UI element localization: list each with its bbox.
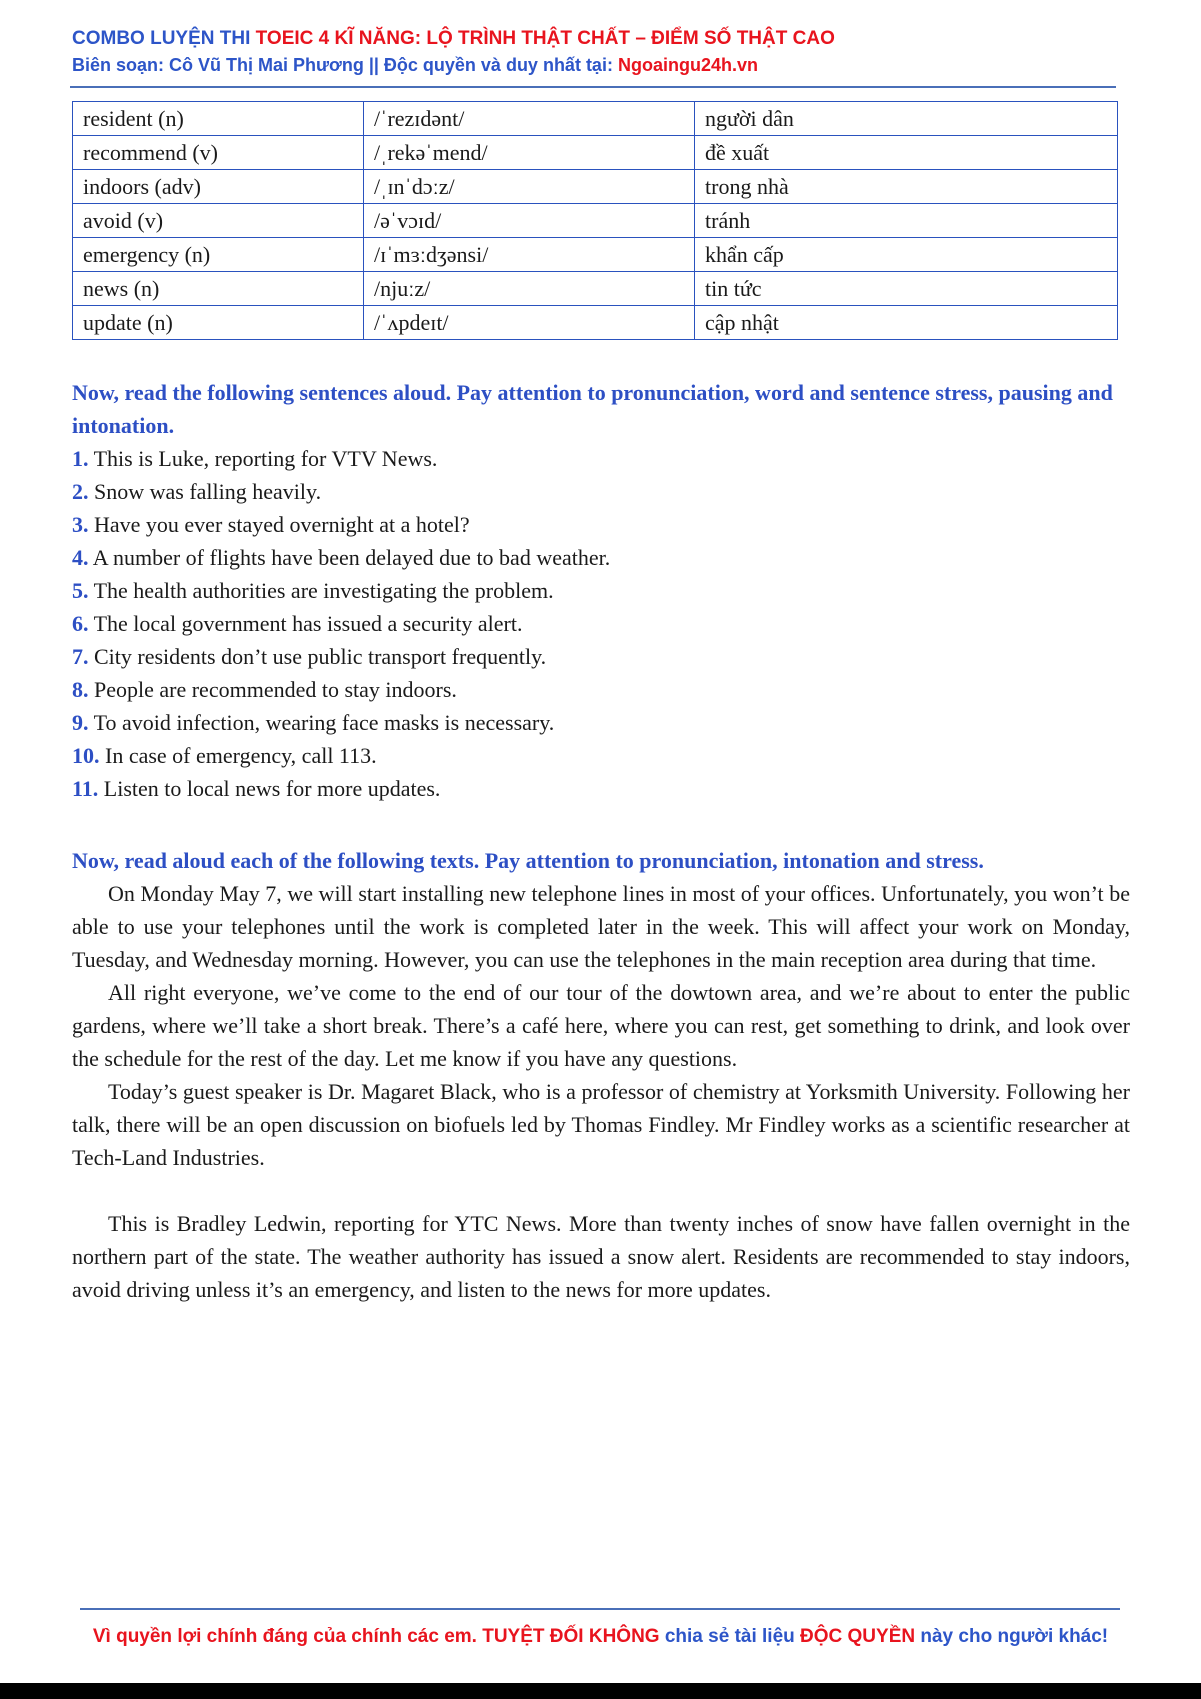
list-item (72, 475, 1132, 508)
page-bottom-border (0, 1683, 1201, 1699)
footer-text-1: Vì quyền lợi chính đáng của chính các em. (92, 1626, 483, 1647)
table-row (73, 136, 1118, 170)
vocab-word: news (n) (73, 272, 364, 306)
list-item (72, 673, 1132, 706)
sentence-number: 6. (72, 611, 89, 636)
vocab-ipa: /ɪˈmɜːdʒənsi/ (364, 238, 695, 272)
header-divider (70, 86, 1116, 88)
table-row (73, 306, 1118, 340)
sentence-text: Listen to local news for more updates. (98, 776, 441, 801)
header-author-text: Biên soạn: Cô Vũ Thị Mai Phương || Độc quyền và duy nhất tại: (72, 55, 618, 75)
reading-paragraph: All right everyone, we’ve come to the end of our tour of the dowtown area, and we’re about to enter the public gardens, where we’ll take a short break. There’s a café here, where you can rest, get something to drink, and look over the schedule for the rest of the day. Let me know if you have any questions. (72, 980, 1130, 1071)
sentence-text: A number of flights have been delayed due to bad weather. (88, 545, 611, 570)
vocab-ipa: /ˈrezɪdənt/ (364, 102, 695, 136)
sentence-text: Have you ever stayed overnight at a hotel? (88, 512, 470, 537)
texts-instruction: Now, read aloud each of the following texts. Pay attention to pronunciation, intonation and stress. (72, 848, 984, 873)
vocab-meaning: tin tức (695, 272, 1118, 306)
footer-text-4: ĐỘC QUYỀN (800, 1626, 916, 1647)
list-item (72, 706, 1132, 739)
header-title-red-2: CHẤT (577, 28, 631, 49)
list-item (72, 607, 1132, 640)
header-title-red-3: THẬT CAO (736, 28, 835, 49)
list-item (72, 574, 1132, 607)
vocab-word: emergency (n) (73, 238, 364, 272)
sentence-list (72, 442, 1132, 805)
sentence-number: 4. (72, 545, 89, 570)
vocab-ipa: /ˈʌpdeɪt/ (364, 306, 695, 340)
vocab-meaning: khẩn cấp (695, 238, 1118, 272)
sentence-number: 8. (72, 677, 89, 702)
sentence-text: City residents don’t use public transport frequently. (88, 644, 547, 669)
list-item (72, 541, 1132, 574)
sentence-text: In case of emergency, call 113. (99, 743, 377, 768)
reading-paragraph: On Monday May 7, we will start installing new telephone lines in most of your offices. Unfortunately, you won’t be able to use your telephones until the work is completed later in the week. This will affect your work on Monday, Tuesday, and Wednesday morning. However, you can use the telephones in the main reception area during that time. (72, 881, 1130, 972)
sentence-text: Snow was falling heavily. (88, 479, 322, 504)
vocab-ipa: /ˌrekəˈmend/ (364, 136, 695, 170)
sentence-number: 11. (72, 776, 99, 801)
sentence-number: 1. (72, 446, 89, 471)
vocab-word: update (n) (73, 306, 364, 340)
list-item (72, 739, 1132, 772)
vocab-meaning: trong nhà (695, 170, 1118, 204)
sentence-number: 9. (72, 710, 89, 735)
vocab-word: avoid (v) (73, 204, 364, 238)
vocab-ipa: /əˈvɔɪd/ (364, 204, 695, 238)
table-row (73, 102, 1118, 136)
table-row (73, 170, 1118, 204)
table-row (73, 272, 1118, 306)
sentence-text: This is Luke, reporting for VTV News. (88, 446, 438, 471)
vocab-meaning: đề xuất (695, 136, 1118, 170)
footer-divider (80, 1608, 1120, 1610)
footer-text-5: này cho người khác! (915, 1626, 1109, 1647)
vocab-ipa: /ˌɪnˈdɔːz/ (364, 170, 695, 204)
sentence-text: To avoid infection, wearing face masks is necessary. (88, 710, 555, 735)
list-item (72, 442, 1132, 475)
reading-paragraph: Today’s guest speaker is Dr. Magaret Black, who is a professor of chemistry at Yorksmith University. Following her talk, there will be an open discussion on biofuels led by Thomas Findley. Mr Findley works as a scientific researcher at Tech-Land Industries. (72, 1079, 1130, 1170)
reading-paragraph: This is Bradley Ledwin, reporting for YTC News. More than twenty inches of snow have fallen overnight in the northern part of the state. The weather authority has issued a snow alert. Residents are recommended to stay indoors, avoid driving unless it’s an emergency, and listen to the news for more updates. (72, 1211, 1130, 1302)
vocab-meaning: cập nhật (695, 306, 1118, 340)
sentence-number: 3. (72, 512, 89, 537)
list-item (72, 772, 1132, 805)
vocab-word: indoors (adv) (73, 170, 364, 204)
sentences-section (72, 376, 1132, 805)
document-header (72, 26, 1122, 78)
header-author (72, 52, 1122, 78)
sentence-text: The health authorities are investigating the problem. (88, 578, 554, 603)
vocab-meaning: người dân (695, 102, 1118, 136)
table-row (73, 238, 1118, 272)
vocab-meaning: tránh (695, 204, 1118, 238)
footer-text-3: chia sẻ tài liệu (659, 1626, 801, 1647)
header-title-red-1: TOEIC 4 KĨ NĂNG: LỘ TRÌNH THẬT (255, 28, 578, 49)
sentence-number: 10. (72, 743, 100, 768)
sentence-number: 7. (72, 644, 89, 669)
texts-section (72, 844, 1130, 1306)
vocab-word: recommend (v) (73, 136, 364, 170)
list-item (72, 508, 1132, 541)
header-title (72, 26, 1122, 52)
sentence-text: People are recommended to stay indoors. (88, 677, 457, 702)
sentences-instruction: Now, read the following sentences aloud. Pay attention to pronunciation, word and sentence stress, pausing and intonation. (72, 380, 1113, 438)
footer-notice (0, 1624, 1201, 1650)
header-title-blue: COMBO LUYỆN THI (72, 28, 256, 49)
sentence-text: The local government has issued a security alert. (88, 611, 523, 636)
sentence-number: 2. (72, 479, 89, 504)
vocab-word: resident (n) (73, 102, 364, 136)
sentence-number: 5. (72, 578, 89, 603)
table-row (73, 204, 1118, 238)
footer-text-2: TUYỆT ĐỐI KHÔNG (482, 1626, 660, 1647)
vocab-ipa: /njuːz/ (364, 272, 695, 306)
vocabulary-table (72, 101, 1118, 340)
list-item (72, 640, 1132, 673)
header-website: Ngoaingu24h.vn (617, 55, 758, 75)
header-title-mid: – ĐIỂM SỐ (630, 28, 737, 49)
